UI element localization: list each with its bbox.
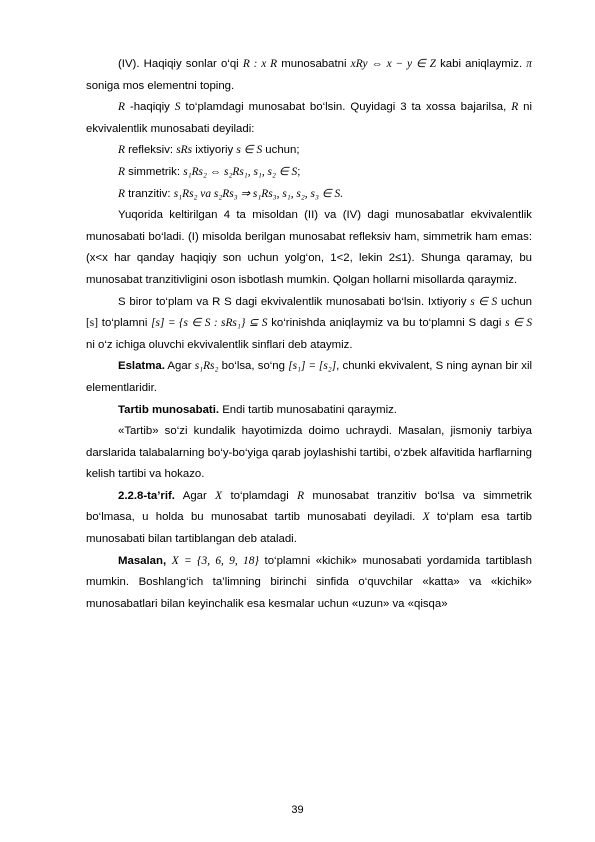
- text-run: munosabat tranzitiv bo‘lsa va simmetrik bo‘lmasa, u holda bu munosabat tartib munosabati deyiladi.: [86, 489, 532, 524]
- text-run: uchun;: [262, 144, 300, 157]
- paragraph-definition-2-2-8: [86, 486, 532, 551]
- text-run: ni o‘z ichiga oluvchi ekvivalentlik sinflari deb ataymiz.: [86, 338, 353, 351]
- property-symmetric: [86, 162, 532, 184]
- formula-R: R: [511, 101, 519, 114]
- text-run: Agar: [174, 489, 216, 502]
- text-run: ixtiyoriy: [192, 144, 237, 157]
- formula-X: X: [422, 511, 430, 524]
- text-run: uchun: [497, 295, 533, 308]
- paragraph-equivalence-definition: [86, 97, 532, 140]
- text-run: to‘plamni: [98, 317, 152, 330]
- property-reflexive: [86, 140, 532, 162]
- formula-class-s: [s]: [86, 317, 99, 330]
- formula-s-in-S: s ∈ S: [505, 317, 533, 330]
- text-run: to‘plamdagi munosabat bo‘lsin. Quyidagi 3 ta xossa bajarilsa,: [180, 101, 512, 114]
- example-heading: Masalan,: [118, 554, 167, 567]
- text-run: to‘plamni «kichik» munosabati yordamida tartiblash mumkin. Boshlang‘ich ta’limning birinchi sinfida o‘quvchilar «katta» va «kichik» munosabatlari bilan keyinchalik esa kesmalar uchun «uzun» va «qisqa»: [86, 554, 532, 610]
- formula-s1Rs2: s₁Rs₂: [194, 360, 219, 373]
- paragraph-real-numbers-example: [86, 54, 532, 97]
- formula-R: R: [118, 187, 125, 200]
- text-run: kabi aniqlaymiz.: [435, 58, 527, 70]
- text-run: refleksiv:: [124, 144, 177, 157]
- text-run: bo‘lsa, so‘ng: [218, 360, 289, 373]
- formula-s-in-S: s ∈ S: [470, 295, 498, 308]
- formula-R: R: [118, 144, 125, 157]
- formula-class-equality: [s₁] = [s₂]: [288, 360, 337, 373]
- text-run: Agar: [164, 360, 195, 373]
- formula-X: X: [215, 489, 223, 502]
- text-run: soniga mos elementni toping.: [86, 79, 235, 92]
- text-run: munosabatni: [277, 58, 351, 70]
- formula-relation-on-reals: R : x R: [242, 58, 278, 70]
- paragraph-order-everyday: «Tartib» so‘zi kundalik hayotimizda doimo uchraydi. Masalan, jismoniy tarbiya darslarida talabalarning bo‘y-bo‘yiga qarab joylashishi tartibi, o‘zbek alfavitida harflarning kelish tartibi va hokazo.: [86, 425, 532, 481]
- text-run: ko‘rinishda aniqlaymiz va bu to‘plamni S dagi: [267, 317, 506, 330]
- formula-set-X: X = {3, 6, 9, 18}: [171, 554, 259, 567]
- formula-R: R: [118, 101, 125, 114]
- definition-heading: 2.2.8-ta’rif.: [118, 489, 175, 502]
- text-run: Endi tartib munosabatini qaraymiz.: [219, 403, 397, 416]
- text-run: , chunki ekvivalent, S ning aynan bir xil elementlaridir.: [86, 360, 533, 394]
- text-run: simmetrik:: [124, 165, 184, 178]
- formula-pi: π: [526, 58, 532, 70]
- text-run: tranzitiv:: [124, 187, 174, 200]
- formula-symmetric: s₁Rs₂ ⇔ s₂Rs₁, s₁, s₂ ∈ S: [183, 165, 298, 178]
- paragraph-example-set: [86, 551, 532, 616]
- text-run: S biror to‘plam va R S dagi ekvivalentlik munosabati bo‘lsin. Ixtiyoriy: [118, 295, 471, 308]
- text-run: to‘plamdagi: [222, 489, 298, 502]
- section-heading: Tartib munosabati.: [118, 403, 220, 416]
- text-run: -haqiqiy: [124, 101, 175, 114]
- formula-sRs: sRs: [176, 144, 193, 157]
- paragraph-order-relation: [86, 400, 532, 422]
- text-run: (IV). Haqiqiy sonlar o‘qi: [118, 58, 243, 70]
- text-run: ;: [297, 165, 301, 178]
- text-run: ni ekvivalentlik munosabati deyiladi:: [86, 101, 533, 135]
- paragraph-examples-discussion: Yuqorida keltirilgan 4 ta misoldan (II) va (IV) dagi munosabatlar ekvivalentlik munosabati bo‘ladi. (I) misolda berilgan munosabat refleksiv ham, simmetrik ham emas: (x<x har qanday haqiqiy son uchun yolg‘on, 1<2, lekin 2≤1). Shunga qaramay, bu munosabat tranzitivligini oson isbotlash mumkin. Qolgan hollarni misollarda qaraymiz.: [86, 209, 532, 286]
- formula-S: S: [174, 101, 181, 114]
- body-text: [86, 54, 532, 615]
- remark-heading: Eslatma.: [118, 360, 165, 373]
- formula-class-definition: [s] = {s ∈ S : sRs₁} ⊆ S: [151, 317, 268, 330]
- formula-R: R: [297, 489, 305, 502]
- paragraph-equivalence-classes: [86, 292, 532, 357]
- property-transitive: [86, 184, 532, 206]
- text-run: to‘plam esa tartib munosabati bilan tartiblangan deb ataladi.: [86, 511, 532, 546]
- formula-R: R: [118, 165, 125, 178]
- formula-s-in-S: s ∈ S: [236, 144, 263, 157]
- page-number: 39: [291, 804, 304, 816]
- paragraph-remark: [86, 356, 532, 399]
- formula-xRy-definition: xRy ⇔ x − y ∈ Z: [350, 58, 436, 70]
- formula-transitive: s₁Rs₂ va s₂Rs₃ ⇒ s₁Rs₃, s₁, s₂, s₃ ∈ S.: [173, 187, 344, 200]
